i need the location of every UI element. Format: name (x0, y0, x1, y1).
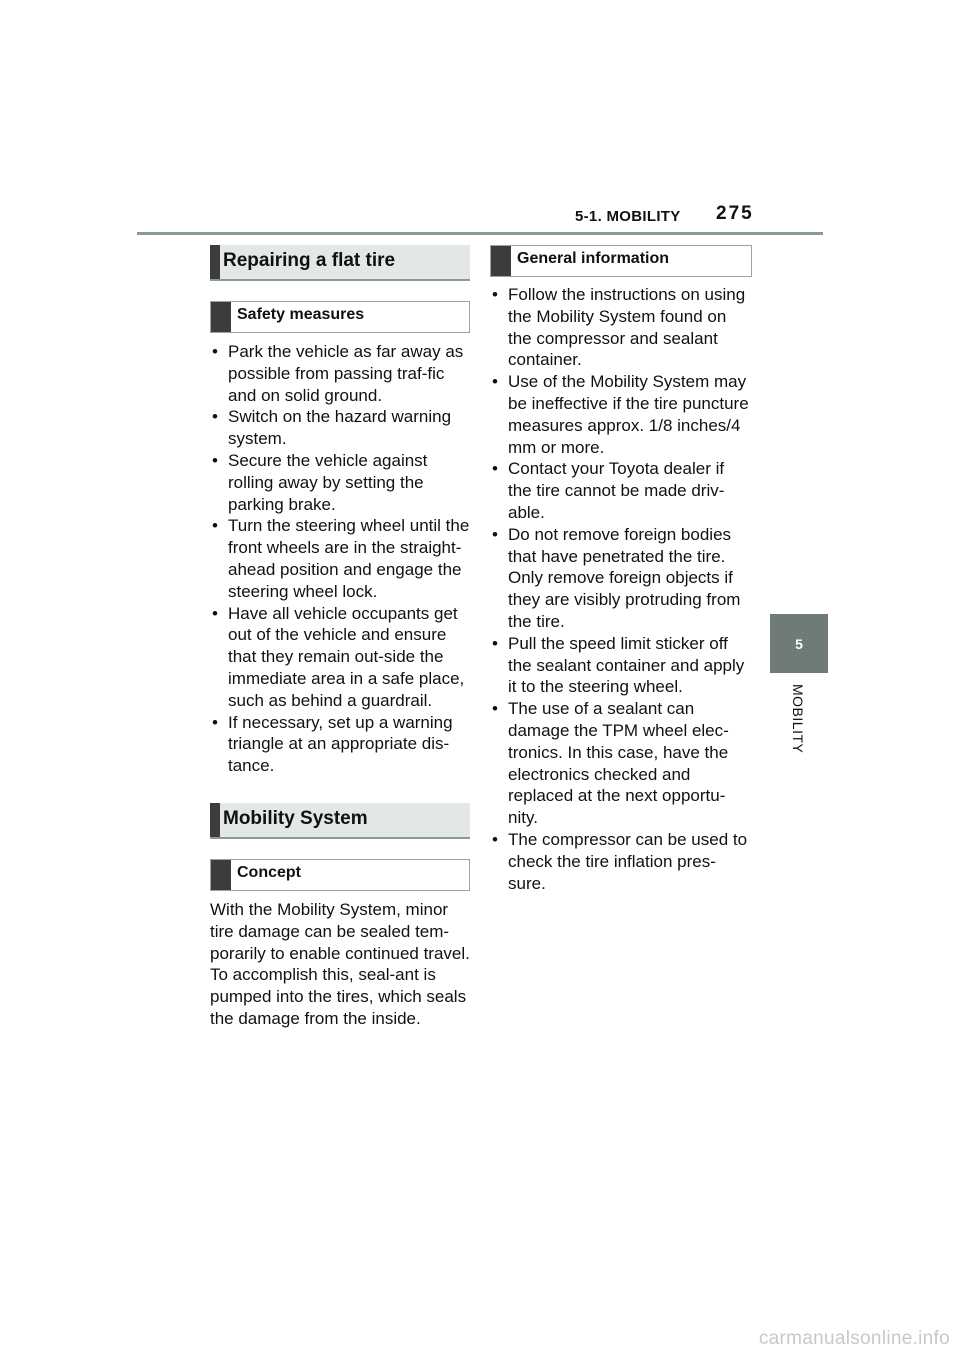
list-item: • The compressor can be used to check the tire inflation pres-sure. (490, 829, 752, 894)
subheading-text: Safety measures (237, 306, 365, 323)
subheading-marker (211, 302, 231, 332)
heading-marker (210, 245, 220, 279)
heading-text: Repairing a flat tire (223, 250, 396, 271)
heading-marker (210, 803, 220, 837)
safety-measures-list (210, 341, 470, 777)
chapter-tab[interactable] (770, 614, 828, 673)
general-information-list (490, 284, 752, 894)
page-number: 275 (716, 203, 754, 224)
heading-repairing-flat-tire (210, 245, 470, 281)
right-column (490, 245, 752, 894)
list-item: • The use of a sealant can damage the TPM wheel elec-tronics. In this case, have the electronics checked and replaced at the next opportu-nity. (490, 698, 752, 829)
subheading-general-information (490, 245, 752, 277)
subheading-concept (210, 859, 470, 891)
list-item: • If necessary, set up a warning triangle at an appropriate dis-tance. (210, 712, 470, 777)
subheading-marker (491, 246, 511, 276)
subheading-safety-measures (210, 301, 470, 333)
list-item: • Use of the Mobility System may be ineffective if the tire puncture measures approx. 1/8 inches/4 mm or more. (490, 371, 752, 458)
heading-text: Mobility System (223, 807, 368, 829)
watermark-logo: carmanualsonline.info (758, 1328, 950, 1349)
heading-mobility-system (210, 803, 470, 839)
subheading-text: General information (517, 250, 670, 267)
chapter-tab-label: MOBILITY (790, 684, 806, 754)
list-item: • Pull the speed limit sticker off the sealant container and apply it to the steering wheel. (490, 633, 752, 698)
list-item: • Turn the steering wheel until the front wheels are in the straight-ahead position and engage the steering wheel lock. (210, 515, 470, 602)
list-item: • Contact your Toyota dealer if the tire cannot be made driv-able. (490, 458, 752, 523)
list-item: • Do not remove foreign bodies that have penetrated the tire. Only remove foreign objects if they are visibly protruding from the tire. (490, 524, 752, 633)
list-item: • Park the vehicle as far away as possible from passing traf-fic and on solid ground. (210, 341, 470, 406)
list-item: • Follow the instructions on using the Mobility System found on the compressor and sealant container. (490, 284, 752, 371)
list-item: • Secure the vehicle against rolling away by setting the parking brake. (210, 450, 470, 515)
subheading-text: Concept (237, 863, 301, 881)
list-item: • Have all vehicle occupants get out of the vehicle and ensure that they remain out-side the immediate area in a safe place, such as behind a guardrail. (210, 603, 470, 712)
subheading-marker (211, 860, 231, 890)
list-item: • Switch on the hazard warning system. (210, 406, 470, 450)
chapter-tab-number: 5 (795, 635, 803, 652)
left-column (210, 245, 470, 1030)
section-title: 5-1. MOBILITY (575, 208, 681, 225)
concept-paragraph: With the Mobility System, minor tire damage can be sealed tem-porarily to enable continued travel. To accomplish this, seal-ant is pumped into the tires, which seals the damage from the inside. (210, 899, 470, 1028)
header-divider (137, 232, 823, 235)
